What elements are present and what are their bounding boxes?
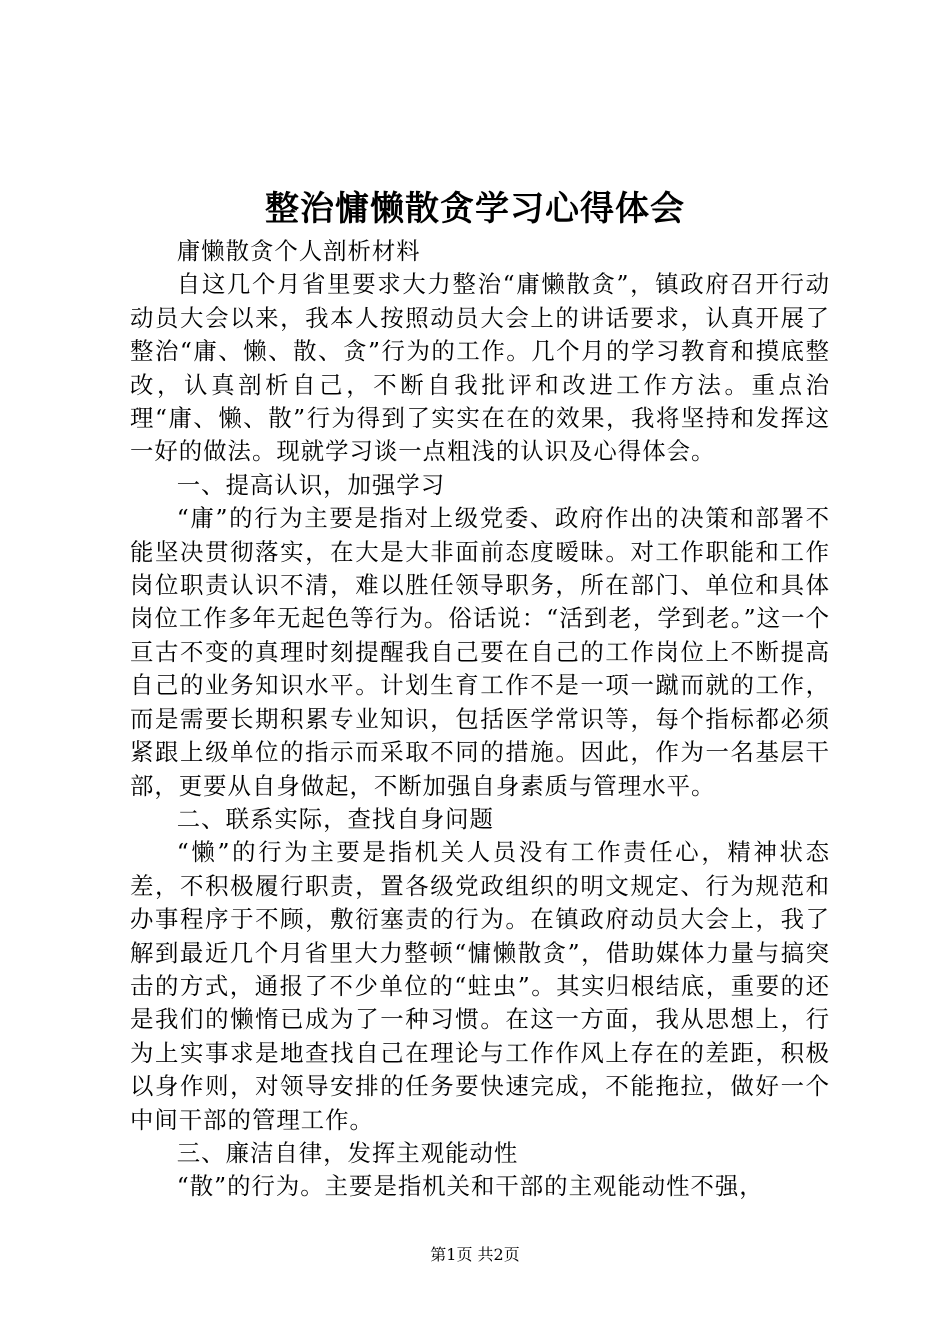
section-paragraph-1: “庸”的行为主要是指对上级党委、政府作出的决策和部署不能坚决贯彻落实，在大是大非面前态度暧昧。对工作职能和工作岗位职责认识不清，难以胜任领导职务，所在部门、单位和具体岗位工作多年无起色等行为。俗话说：“活到老，学到老。”这一个亘古不变的真理时刻提醒我自己要在自己的工作岗位上不断提高自己的业务知识水平。计划生育工作不是一项一蹴而就的工作，而是需要长期积累专业知识，包括医学常识等，每个指标都必须紧跟上级单位的指示而采取不同的措施。因此，作为一名基层干部，更要从自身做起，不断加强自身素质与管理水平。 bbox=[130, 504, 830, 800]
document-title: 整治慵懒散贪学习心得体会 bbox=[265, 189, 685, 229]
section-heading-2: 二、联系实际，查找自身问题 bbox=[176, 804, 494, 833]
document-body bbox=[130, 235, 830, 1204]
section-heading-1: 一、提高认识，加强学习 bbox=[176, 470, 446, 499]
intro-paragraph: 自这几个月省里要求大力整治“庸懒散贪”，镇政府召开行动动员大会以来，我本人按照动员大会上的讲话要求，认真开展了整治“庸、懒、散、贪”行为的工作。几个月的学习教育和摸底整改，认真剖析自己，不断自我批评和改进工作方法。重点治理“庸、懒、散”行为得到了实实在在的效果，我将坚持和发挥这一好的做法。现就学习谈一点粗浅的认识及心得体会。 bbox=[130, 270, 830, 466]
page-number-footer: 第1页 共2页 bbox=[430, 1245, 520, 1264]
section-paragraph-2: “懒”的行为主要是指机关人员没有工作责任心，精神状态差，不积极履行职责，置各级党政组织的明文规定、行为规范和办事程序于不顾，敷衍塞责的行为。在镇政府动员大会上，我了解到最近几个月省里大力整顿“慵懒散贪”，借助媒体力量与搞突击的方式，通报了不少单位的“蛀虫”。其实归根结底，重要的还是我们的懒惰已成为了一种习惯。在这一方面，我从思想上，行为上实事求是地查找自己在理论与工作作风上存在的差距，积极以身作则，对领导安排的任务要快速完成，不能拖拉，做好一个中间干部的管理工作。 bbox=[130, 838, 830, 1134]
section-paragraph-3: “散”的行为。主要是指机关和干部的主观能动性不强， bbox=[176, 1172, 764, 1201]
section-heading-3: 三、廉洁自律，发挥主观能动性 bbox=[176, 1138, 519, 1167]
subtitle-paragraph: 庸懒散贪个人剖析材料 bbox=[176, 237, 421, 265]
